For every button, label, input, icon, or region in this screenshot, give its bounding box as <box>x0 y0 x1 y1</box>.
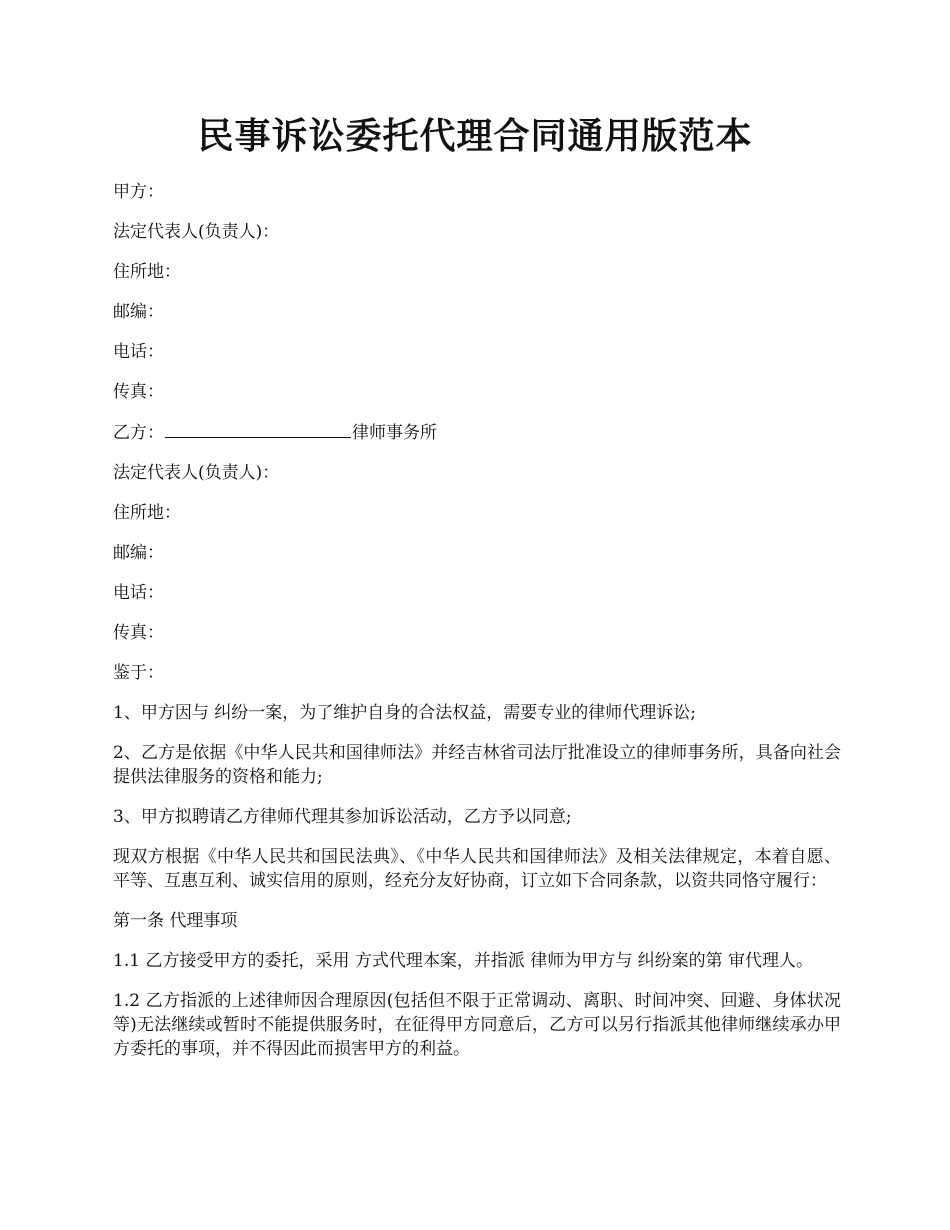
party-b-label <box>113 420 841 445</box>
party-a-address: 住所地： <box>113 262 181 282</box>
preamble: 现双方根据《中华人民共和国民法典》、《中华人民共和国律师法》及相关法律规定，本着自愿、平等、互惠互利、诚实信用的原则，经充分友好协商，订立如下合同条款，以资共同恪守履行： <box>113 847 841 891</box>
party-b-label-prefix: 乙方： <box>113 423 164 443</box>
article-1-clause: 1.2 乙方指派的上述律师因合理原因(包括但不限于正常调动、离职、时间冲突、回避、身体状况等)无法继续或暂时不能提供服务时，在征得甲方同意后，乙方可以另行指派其他律师继续承办甲方委托的事项，并不得因此而损害甲方的利益。 <box>113 991 841 1059</box>
party-a-phone: 电话： <box>113 342 164 362</box>
whereas-item: 3、甲方拟聘请乙方律师代理其参加诉讼活动，乙方予以同意; <box>113 807 572 827</box>
party-a-fax: 传真： <box>113 382 164 402</box>
party-b-phone: 电话： <box>113 583 164 603</box>
party-b-address: 住所地： <box>113 503 181 523</box>
party-b-legal-rep: 法定代表人(负责人)： <box>113 463 280 483</box>
document-body <box>113 180 841 1077</box>
party-b-label-suffix: 律师事务所 <box>352 423 437 443</box>
article-1-clause: 1.1 乙方接受甲方的委托，采用 方式代理本案，并指派 律师为甲方与 纠纷案的第 审代理人。 <box>113 951 814 971</box>
article-1-heading: 第一条 代理事项 <box>113 911 238 931</box>
party-b-postcode: 邮编： <box>113 543 164 563</box>
whereas-item: 2、乙方是依据《中华人民共和国律师法》并经吉林省司法厅批准设立的律师事务所，具备向社会提供法律服务的资格和能力; <box>113 743 841 787</box>
party-a-label: 甲方： <box>113 182 164 202</box>
party-a-postcode: 邮编： <box>113 302 164 322</box>
document-title: 民事诉讼委托代理合同通用版范本 <box>197 115 753 157</box>
party-a-legal-rep: 法定代表人(负责人)： <box>113 222 280 242</box>
party-b-fax: 传真： <box>113 623 164 643</box>
whereas-label: 鉴于： <box>113 663 164 683</box>
party-b-name-blank <box>165 420 351 438</box>
whereas-item: 1、甲方因与 纠纷一案，为了维护自身的合法权益，需要专业的律师代理诉讼; <box>113 703 696 723</box>
